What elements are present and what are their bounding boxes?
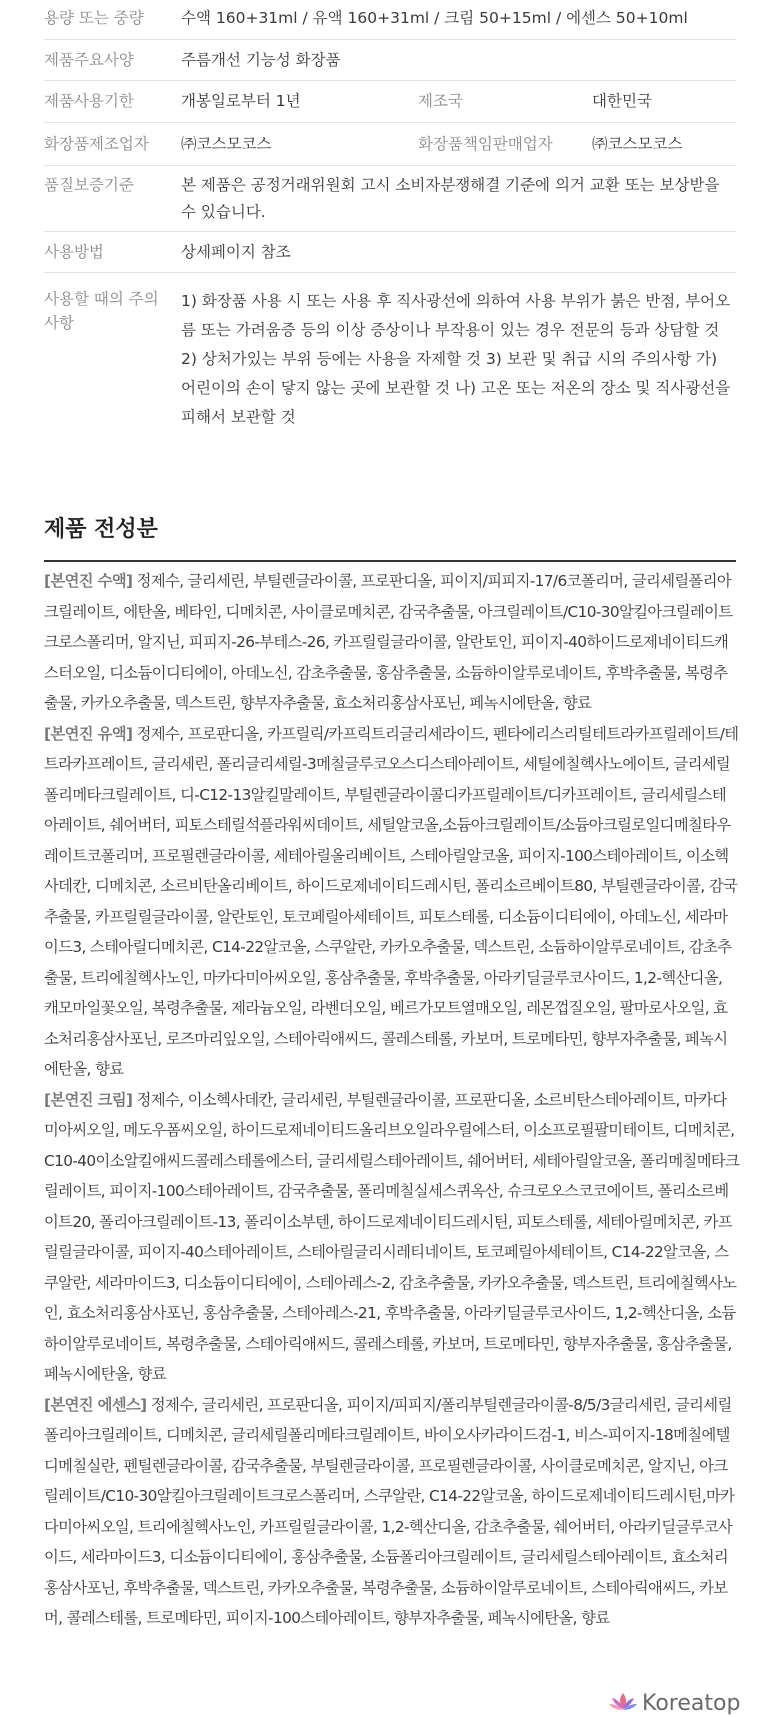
ingredient-text: 정제수, 프로판디올, 카프릴릭/카프릭트리글리세라이드, 펜타에리스리틸테트라카프릴레이트/테트라카프레이트, 글리세린, 폴리글리세릴-3메칠글루코오스디스테아레이트, 세틸에칠헥사노에이트, 글리세릴폴리메타크릴레이트, 디-C12-13알킬말레이트, 부틸렌글라이콜디카프릴레이트/디카프레이트, 글리세릴스테아레이트, 쉐어버터, 피토스테릴석플라워씨데이트, 세틸알코올,소듐아크릴레이트/소듐아크릴로일디메칠타우레이트코폴리머, 프로필렌글라이콜, 세테아릴올리베이트, 스테아릴알코올, 피이지-100스테아레이트, 이소헥사데칸, 디메치콘, 소르비탄올리베이트, 하이드로제네이티드레시틴, 폴리소르베이트80, 부틸렌글라이콜, 감국추출물, 카프릴릴글라이콜, 알란토인, 토코페릴아세테이트, 피토스테롤, 디소듐이디티에이, 아데노신, 세라마이드3, 스테아릴디메치콘, C14-22알코올, 스쿠알란, 카카오추출물, 덱스트린, 소듐하이알루로네이트, 감초추출물, 트리에칠헥사노인, 마카다미아씨오일, 홍삼추출물, 후박추출물, 아라키딜글루코사이드, 1,2-헥산디올, 캐모마일꽃오일, 복령추출물, 제라늄오일, 라벤더오일, 베르가모트열매오일, 레몬껍질오일, 팔마로사오일, 효소처리홍삼사포닌, 로즈마리잎오일, 스테아릭애씨드, 콜레스테롤, 카보머, 트로메타민, 향부자추출물, 페녹시에탄올, 향료 (44, 724, 739, 1078)
country-label: 제조국 (418, 92, 463, 110)
info-row-volume (44, 0, 736, 40)
info-row-usage (44, 232, 736, 273)
ingredient-text: 정제수, 이소헥사데칸, 글리세린, 부틸렌글라이콜, 프로판디올, 소르비탄스테아레이트, 마카다미아씨오일, 메도우폼씨오일, 하이드로제네이티드올리브오일라우릴에스터, 이소프로필팔미테이트, 디메치콘, C10-40이소알킬애씨드콜레스테롤에스터, 글리세릴스테아레이트, 쉐어버터, 세테아릴알코올, 폴리메칠메타크릴레이트, 피이지-100스테아레이트, 감국추출물, 폴리메칠실세스퀴옥산, 슈크로오스코코에이트, 폴리소르베이트20, 폴리아크릴레이트-13, 폴리이소부텐, 하이드로제네이티드레시틴, 피토스테롤, 세테아릴메치콘, 카프릴릴글라이콜, 피이지-40스테아레이트, 스테아릴글리시레티네이트, 토코페릴아세테이트, C14-22알코올, 스쿠알란, 세라마이드3, 디소듐이디티에이, 스테아레스-2, 감초추출물, 카카오추출물, 덱스트린, 트리에칠헥사노인, 효소처리홍삼사포닌, 홍삼추출물, 스테아레스-21, 후박추출물, 아라키딜글루코사이드, 1,2-헥산디올, 소듐하이알루로네이트, 복령추출물, 스테아릭애씨드, 콜레스테롤, 카보머, 트로메타민, 향부자추출물, 홍삼추출물, 페녹시에탄올, 향료 (44, 1090, 740, 1383)
ingredient-block-essence (44, 1390, 740, 1634)
info-row-maker (44, 123, 736, 166)
ingredient-name: [본연진 크림] (44, 1090, 133, 1109)
usage-value: 상세페이지 참조 (181, 243, 291, 261)
ingredient-block-cream (44, 1085, 740, 1390)
ingredient-name: [본연진 에센스] (44, 1395, 147, 1414)
volume-label: 용량 또는 중량 (44, 9, 144, 27)
quality-value: 본 제품은 공정거래위원회 고시 소비자분쟁해결 기준에 의거 교환 또는 보상받을 수 있습니다. (181, 176, 720, 221)
spec-label: 제품주요사양 (44, 51, 134, 69)
info-row-expiry (44, 81, 736, 123)
koreatop-logo (608, 1691, 780, 1716)
volume-value: 수액 160+31ml / 유액 160+31ml / 크림 50+15ml / 에센스 50+10ml (181, 9, 688, 27)
expiry-value: 개봉일로부터 1년 (181, 92, 301, 110)
ingredient-text: 정제수, 글리세린, 부틸렌글라이콜, 프로판디올, 피이지/피피지-17/6코폴리머, 글리세릴폴리아크릴레이트, 에탄올, 베타인, 디메치콘, 사이클로메치콘, 감국추출물, 아크릴레이트/C10-30알킬아크릴레이트크로스폴리머, 알지닌, 피피지-26-부테스-26, 카프릴릴글라이콜, 알란토인, 피이지-40하이드로제네이티드캐스터오일, 디소듐이디티에이, 아데노신, 감초추출물, 홍삼추출물, 소듐하이알루로네이트, 후박추출물, 복령추출물, 카카오추출물, 덱스트린, 향부자추출물, 효소처리홍삼사포닌, 페녹시에탄올, 향료 (44, 572, 733, 712)
seller-label: 화장품책임판매업자 (418, 135, 553, 153)
info-row-caution (44, 273, 736, 440)
quality-label: 품질보증기준 (44, 176, 134, 194)
lotus-icon (608, 1691, 638, 1717)
info-row-spec (44, 40, 736, 81)
usage-label: 사용방법 (44, 243, 104, 261)
maker-label: 화장품제조업자 (44, 135, 149, 153)
ingredients-list (44, 566, 740, 1634)
maker-value: ㈜코스모코스 (181, 135, 272, 153)
info-row-quality (44, 166, 736, 232)
seller-value: ㈜코스모코스 (592, 135, 683, 153)
spec-value: 주름개선 기능성 화장품 (181, 51, 341, 69)
ingredient-block-toner (44, 566, 740, 719)
country-value: 대한민국 (592, 92, 652, 110)
caution-label: 사용할 때의 주의사항 (44, 290, 159, 332)
product-info-table (44, 0, 736, 440)
ingredient-name: [본연진 유액] (44, 724, 133, 743)
ingredient-block-emulsion (44, 719, 740, 1085)
expiry-label: 제품사용기한 (44, 92, 134, 110)
caution-value: 1) 화장품 사용 시 또는 사용 후 직사광선에 의하여 사용 부위가 붉은 반점, 부어오름 또는 가려움증 등의 이상 증상이나 부작용이 있는 경우 전문의 등과 상담할 것 2) 상처가있는 부위 등에는 사용을 자제할 것 3) 보관 및 취급 시의 주의사항 가) 어린이의 손이 닿지 않는 곳에 보관할 것 나) 고온 또는 저온의 장소 및 직사광선을 피해서 보관할 것 (181, 292, 731, 426)
ingredients-title: 제품 전성분 (44, 510, 736, 562)
ingredient-text: 정제수, 글리세린, 프로판디올, 피이지/피피지/폴리부틸렌글라이콜-8/5/3글리세린, 글리세릴폴리아크릴레이트, 디메치콘, 글리세릴폴리메타크릴레이트, 바이오사카라이드검-1, 비스-피이지-18메칠에텔디메칠실란, 펜틸렌글라이콜, 감국추출물, 부틸렌글라이콜, 프로필렌글라이콜, 사이클로메치콘, 알지닌, 아크릴레이트/C10-30알킬아크릴레이트크로스폴리머, 스쿠알란, C14-22알코올, 하이드로제네이티드레시틴,마카다미아씨오일, 트리에칠헥사노인, 카프릴릴글라이콜, 1,2-헥산디올, 감초추출물, 쉐어버터, 아라키딜글루코사이드, 세라마이드3, 디소듐이디티에이, 홍삼추출물, 소듐폴리아크릴레이트, 글리세릴스테아레이트, 효소처리홍삼사포닌, 후박추출물, 덱스트린, 카카오추출물, 복령추출물, 소듐하이알루로네이트, 스테아릭애씨드, 카보머, 콜레스테롤, 트로메타민, 피이지-100스테아레이트, 향부자추출물, 페녹시에탄올, 향료 (44, 1395, 735, 1627)
ingredient-name: [본연진 수액] (44, 572, 133, 590)
logo-text: Koreatop (642, 1691, 741, 1716)
